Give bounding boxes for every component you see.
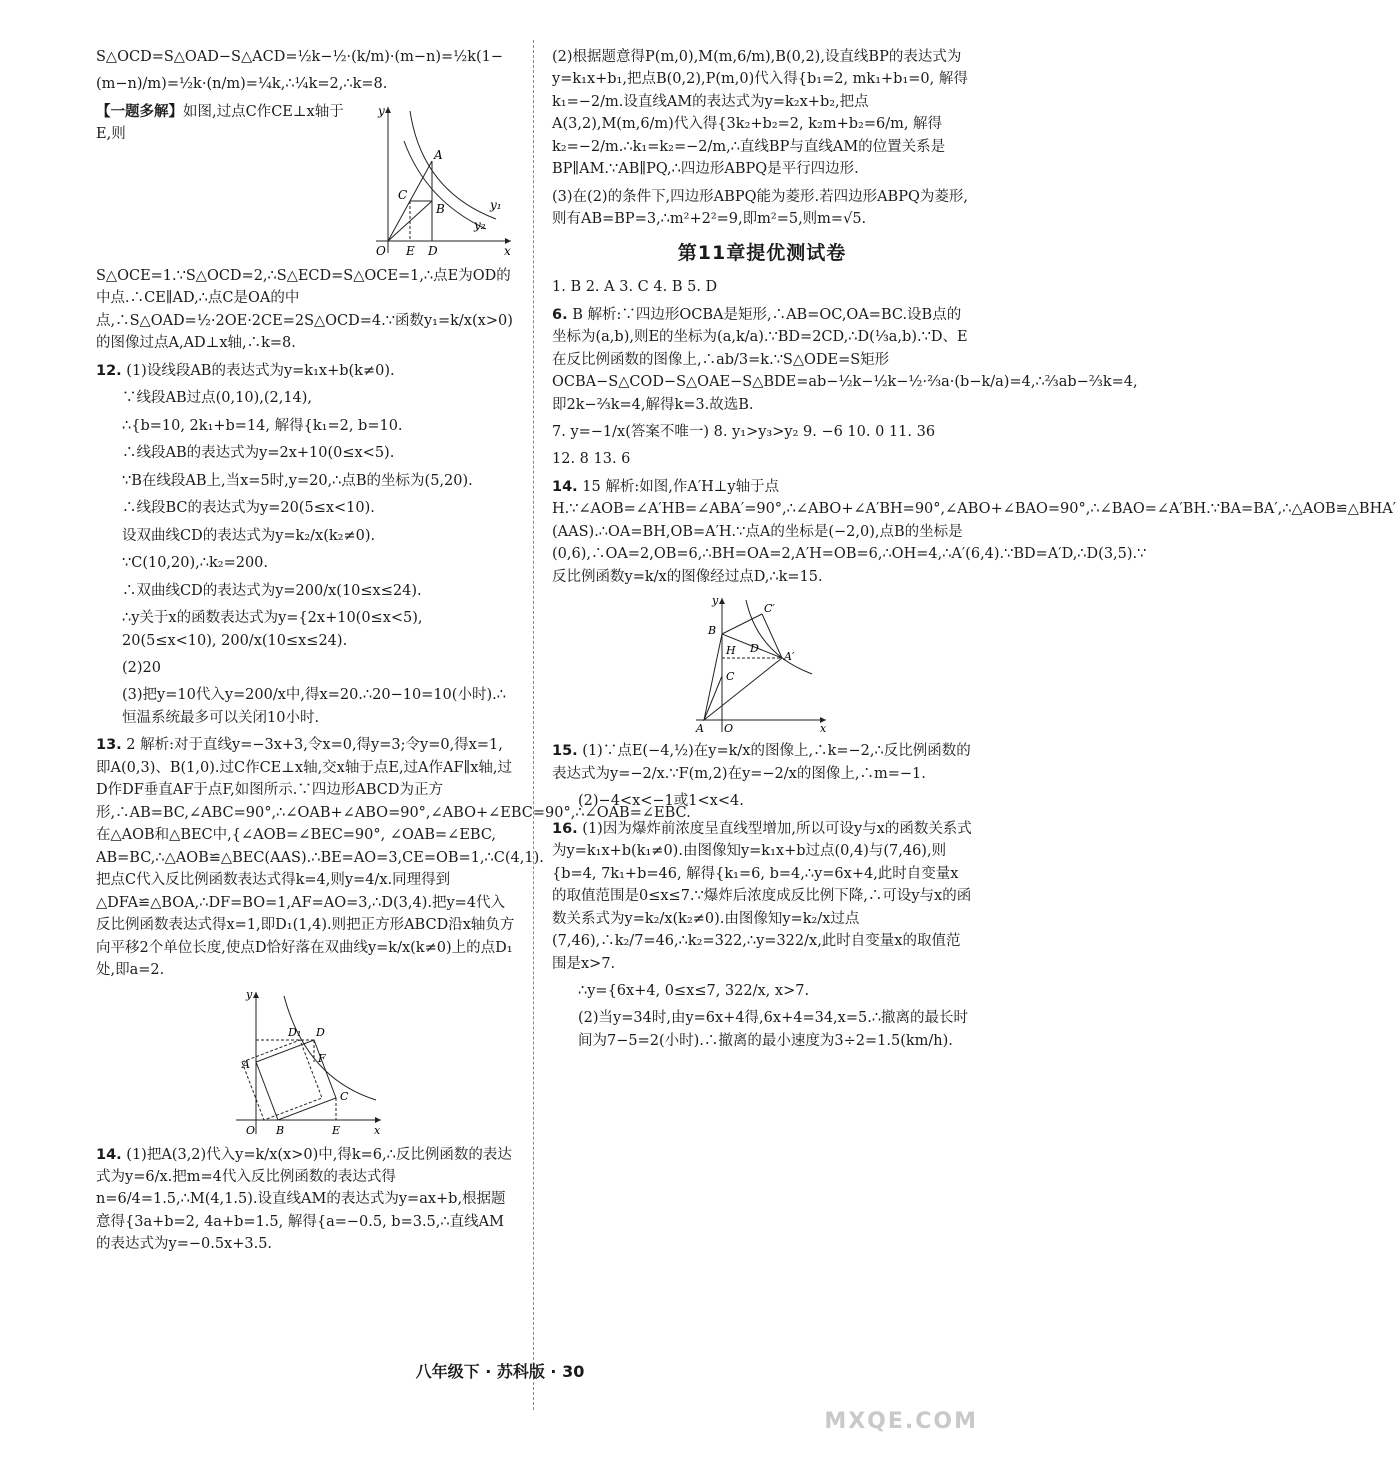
q6-body: B 解析:∵四边形OCBA是矩形,∴AB=OC,OA=BC.设B点的坐标为(a,b),则E的坐标为(a,k/a).∵BD=2CD,∴D(⅓a,b).∵D、E在反比例函数的图像上,∴ab/3=k.∵S△ODE=S矩形OCBA−S△COD−S△OAE−S△BDE=ab−½k−½k−½·⅔a·(b−k/a)=4,∴⅔ab−⅔k=4,即2k−⅔k=4,解得k=3.故选B. [552,306,1138,413]
section-title: 第11章提优测试卷 [677,241,847,264]
label-D1: D₁ [288,1025,302,1039]
solution-part-2: (2)根据题意得P(m,0),M(m,6/m),B(0,2),设直线BP的表达式为y=k₁x+b₁,把点B(0,2),P(m,0)代入得{b₁=2, mk₁+b₁=0, 解得k₁=−2/m.设直线AM的表达式为y=k₂x+b₂,把点A(3,2),M(m,6/m)代入得{3k₂+b₂=2, k₂m+b₂=6/m, 解得k₂=−2/m.∴k₁=k₂=−2/m,∴直线BP与直线AM的位置关系是BP∥AM.∵AB∥PQ,∴四边形ABPQ是平行四边形. [552,49,968,178]
answer-row: 7. y=−1/x(答案不唯一) 8. y₁>y₃>y₂ 9. −6 10. 0 11. 36 [552,424,936,440]
q12-line-5: ∴线段BC的表达式为y=20(5≤x<10). [122,500,375,517]
q12-line-8: ∴双曲线CD的表达式为y=200/x(10≤x≤24). [122,582,422,599]
question-14-text [96,1144,516,1256]
q12-line-2: ∴{b=10, 2k₁+b=14, 解得{k₁=2, b=10. [122,417,403,434]
q16-piecewise: ∴y={6x+4, 0≤x≤7, 322/x, x>7. [578,982,810,999]
label-F: F [318,1051,326,1065]
label-D: D [316,1025,325,1039]
label-C: C [340,1089,349,1103]
q12-line-3: ∴线段AB的表达式为y=2x+10(0≤x<5). [122,445,395,462]
q12-line-1: ∵线段AB过点(0,10),(2,14), [122,390,313,407]
label-y2: y₂ [474,217,486,232]
solution-part-3: (3)在(2)的条件下,四边形ABPQ能为菱形.若四边形ABPQ为菱形,则有AB=BP=3,∴m²+2²=9,即m²=5,则m=√5. [552,188,968,228]
label-A: A [696,722,704,736]
question-number: 14. [96,1146,122,1163]
label-x: x [820,722,827,736]
q12-line-7: ∵C(10,20),∴k₂=200. [122,555,269,572]
question-14-right [552,476,1396,736]
question-14-text [552,476,1396,588]
q16-body: (1)因为爆炸前浓度呈直线型增加,所以可设y与x的函数关系式为y=k₁x+b(k₁≠0).由图像知y=k₁x+b过点(0,4)与(7,46),则{b=4, 7k₁+b=46, 解得{k₁=6, b=4,∴y=6x+4,此时自变量x的取值范围是0≤x≤7.∵爆炸后浓度成反比例下降,∴可设y与x的函数关系式为y=k₂/x(k₂≠0).由图像知y=k₂/x过点(7,46),∴k₂/7=46,∴k₂=322,∴y=322/x,此时自变量x的取值范围是x>7. [552,820,972,972]
question-16 [552,818,972,1053]
question-number: 6. [552,306,568,323]
label-C: C [398,187,408,202]
label-A-prime: A′ [784,650,795,664]
label-O: O [246,1123,256,1137]
label-A: A [434,147,443,162]
more-solutions-label: 【一题多解】 [96,102,183,120]
label-E: E [406,243,415,258]
q16-part-2: (2)当y=34时,由y=6x+4得,6x+4=34,x=5.∴撤离的最长时间为7−5=2(小时).∴撤离的最小速度为3÷2=1.5(km/h). [578,1010,969,1049]
label-y1: y₁ [490,197,502,212]
q12-line-6: 设双曲线CD的表达式为y=k₂/x(k₂≠0). [122,527,376,544]
label-C: C [726,670,735,684]
q13-body: 2 解析:对于直线y=−3x+3,令x=0,得y=3;令y=0,得x=1,即A(0,3)、B(1,0).过C作CE⊥x轴,交x轴于点E,过A作AF∥x轴,过D作DF垂直AF于点F,如图所示.∵四边形ABCD为正方形,∴AB=BC,∠ABC=90°,∴∠OAB+∠ABO=90°,∠ABO+∠EBC=90°,∴∠OAB=∠EBC.在△AOB和△BEC中,{∠AOB=∠BEC=90°, ∠OAB=∠EBC, AB=BC,∴△AOB≌△BEC(AAS).∴BE=AO=3,CE=OB=1,∴C(4,1).把点C代入反比例函数表达式得k=4,则y=4/x.同理得到△DFA≌△BOA,∴DF=BO=1,AF=AO=3,∴D(3,4).把y=4代入反比例函数表达式得x=1,即D₁(1,4).则把正方形ABCD沿x轴负方向平移2个单位长度,使点D恰好落在双曲线y=k/x(k≠0)上的点D₁处,即a=2. [96,737,691,979]
q12-line-9: ∴y关于x的函数表达式为y={2x+10(0≤x<5), 20(5≤x<10), 200/x(10≤x≤24). [122,610,423,649]
label-y: y [378,103,385,118]
label-O: O [724,722,734,736]
question-number: 13. [96,737,122,754]
question-14-left [96,1144,516,1256]
q12-line-4: ∵B在线段AB上,当x=5时,y=20,∴点B的坐标为(5,20). [122,472,473,489]
label-D: D [750,642,759,656]
q12-line-10: (2)20 [122,659,161,676]
right-column [552,46,1396,1057]
page-footer: 八年级下 · 苏科版 · 30 [415,1362,585,1381]
square-figure [226,988,386,1138]
q14-body: 15 解析:如图,作A′H⊥y轴于点H.∵∠AOB=∠A′HB=∠ABA′=90°,∴∠ABO+∠A′BH=90°,∠ABO+∠BAO=90°,∴∠BAO=∠A′BH.∵BA=BA′,∴△AOB≌△BHA′(AAS).∴OA=BH,OB=A′H.∵点A的坐标是(−2,0),点B的坐标是(0,6),∴OA=2,OB=6,∴BH=OA=2,A′H=OB=6,∴OH=4,∴A′(6,4).∵BD=A′D,∴D(3,5).∵反比例函数y=k/x的图像经过点D,∴k=15. [552,478,1396,585]
solution-line: S△OCD=S△OAD−S△ACD=½k−½·(k/m)·(m−n)=½k(1− [96,49,504,65]
solution-line: (m−n)/m)=½k·(n/m)=¼k,∴¼k=2,∴k=8. [96,76,388,93]
answer-row: 12. 8 13. 6 [552,451,631,468]
question-15-text [552,740,972,785]
question-number: 12. [96,362,122,379]
more-solutions-block [96,101,516,360]
label-O: O [376,243,386,258]
q12-line-11: (3)把y=10代入y=200/x中,得x=20.∴20−10=10(小时).∴恒温系统最多可以关闭10小时. [122,687,506,726]
label-x: x [374,1123,381,1137]
column-divider [533,40,534,1410]
label-H: H [726,644,736,658]
rotation-figure [692,594,832,734]
label-y: y [712,594,719,608]
question-number: 15. [552,743,578,760]
question-15 [552,740,972,812]
answer-row: 1. B 2. A 3. C 4. B 5. D [552,279,718,296]
label-y: y [246,987,253,1001]
question-16-text [552,818,972,975]
label-B: B [708,624,717,638]
question-number: 14. [552,478,578,495]
q15-body: (1)∵点E(−4,½)在y=k/x的图像上,∴k=−2,∴反比例函数的表达式为y=−2/x.∵F(m,2)在y=−2/x的图像上,∴m=−1. [552,743,971,782]
q12-line-0: (1)设线段AB的表达式为y=k₁x+b(k≠0). [126,362,395,379]
label-A: A [242,1057,250,1071]
label-x: x [504,243,511,258]
label-C-prime: C′ [764,602,775,616]
q15-part-2: (2)−4<x<−1或1<x<4. [578,793,744,810]
watermark: MXQE.COM [824,1409,978,1434]
hyperbola-figure [366,101,516,261]
question-number: 16. [552,820,578,837]
label-B: B [276,1123,285,1137]
question-12-line [96,360,516,382]
label-B: B [436,201,445,216]
label-D: D [428,243,438,258]
question-6-text [552,304,1138,416]
q14-body: (1)把A(3,2)代入y=k/x(x>0)中,得k=6,∴反比例函数的表达式为y=6/x.把m=4代入反比例函数的表达式得n=6/4=1.5,∴M(4,1.5).设直线AM的表达式为y=ax+b,根据题意得{3a+b=2, 4a+b=1.5, 解得{a=−0.5, b=3.5,∴直线AM的表达式为y=−0.5x+3.5. [96,1146,512,1253]
question-12 [96,360,516,730]
label-E: E [332,1123,341,1137]
more-solutions-body: 如图,过点C作CE⊥x轴于E,则S△OCE=1.∵S△OCD=2,∴S△ECD=S△OCE=1,∴点E为OD的中点.∴CE∥AD,∴点C是OA的中点,∴S△OAD=½·2OE·2CE=2S△OCD=4.∵函数y₁=k/x(x>0)的图像过点A,AD⊥x轴,∴k=8. [96,103,513,352]
